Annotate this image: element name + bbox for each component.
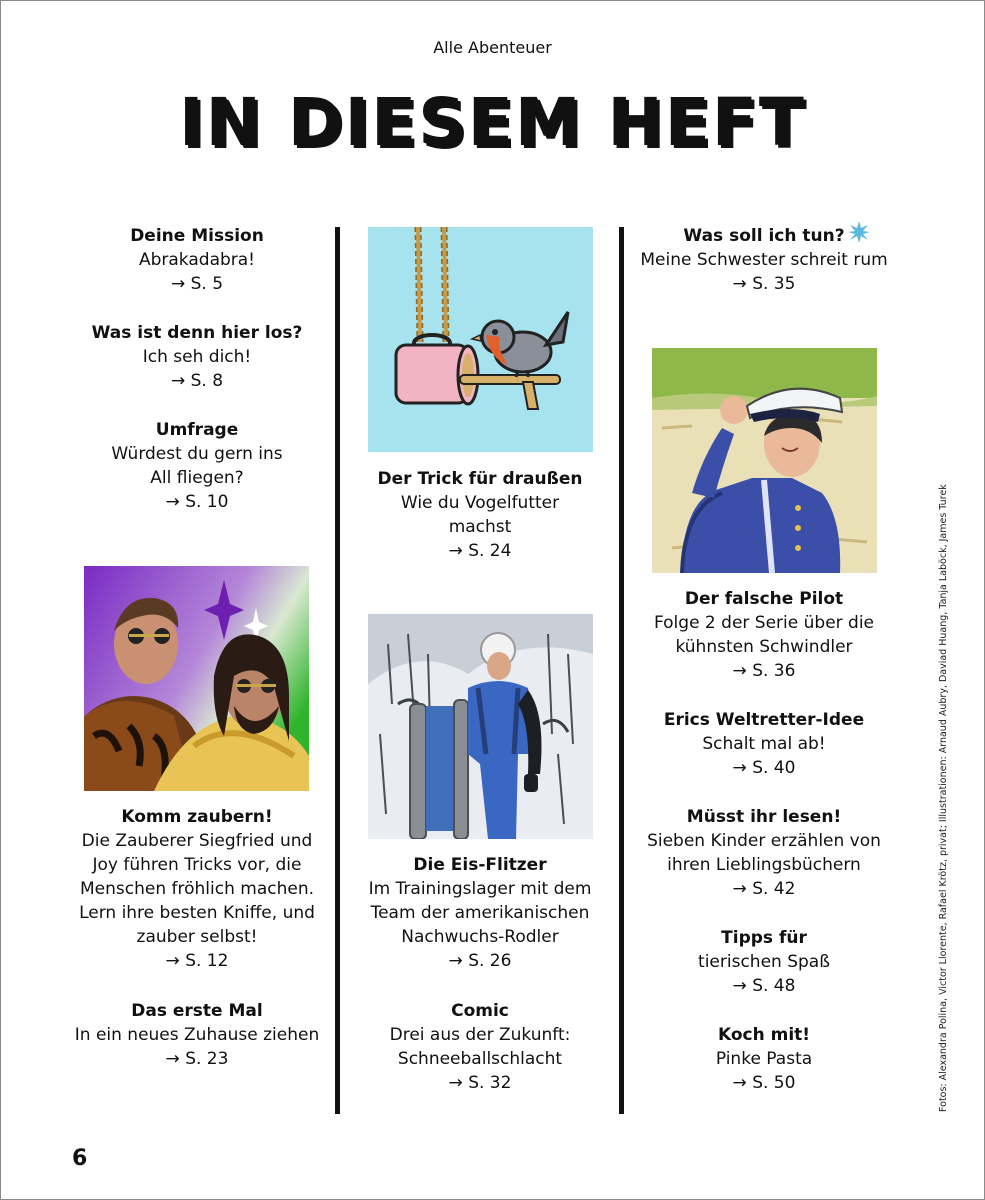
entry-teaser: Ich seh dich! (142, 347, 252, 367)
entry-teaser: Folge 2 der Serie über die (653, 613, 875, 633)
toc-entry-muesst-ihr-lesen[interactable] (629, 805, 899, 901)
entry-teaser: Im Trainingslager mit dem (368, 879, 592, 899)
entry-teaser: Team der amerikanischen (370, 903, 590, 923)
entry-title: Koch mit! (717, 1025, 811, 1045)
section-kicker: Alle Abenteuer (433, 38, 552, 57)
page-headline: IN DIESEM HEFT (179, 84, 806, 161)
entry-page: → S. 32 (448, 1073, 512, 1093)
toc-entry-erics-weltretter-idee[interactable] (629, 708, 899, 780)
entry-teaser: Sieben Kinder erzählen von (647, 831, 881, 851)
entry-teaser: ihren Lieblingsbüchern (667, 855, 861, 875)
sparkle-star-icon (848, 221, 870, 243)
entry-title: Was ist denn hier los? (91, 323, 303, 343)
entry-title: Der falsche Pilot (684, 589, 844, 609)
entry-page: → S. 48 (732, 976, 796, 996)
entry-teaser: In ein neues Zuhause ziehen (74, 1025, 320, 1045)
entry-title: Comic (451, 1001, 509, 1021)
toc-entry-der-trick-fuer-draussen[interactable] (345, 467, 615, 563)
toc-entry-komm-zaubern[interactable] (62, 805, 332, 973)
entry-teaser: All fliegen? (150, 468, 244, 488)
entry-page: → S. 40 (732, 758, 796, 778)
entry-title: Komm zaubern! (121, 807, 273, 827)
toc-entry-umfrage[interactable] (62, 418, 332, 514)
entry-page: → S. 36 (732, 661, 796, 681)
entry-teaser: Schalt mal ab! (702, 734, 826, 754)
entry-teaser: kühnsten Schwindler (675, 637, 853, 657)
entry-title: Was soll ich tun? (683, 226, 845, 246)
entry-title: Tipps für (721, 928, 807, 948)
entry-page: → S. 26 (448, 951, 512, 971)
right-column (629, 0, 899, 1200)
entry-teaser: Schneeballschlacht (397, 1049, 563, 1069)
entry-title: Müsst ihr lesen! (686, 807, 842, 827)
entry-teaser: Drei aus der Zukunft: (389, 1025, 571, 1045)
middle-column (345, 0, 615, 1200)
entry-teaser: Meine Schwester schreit rum (640, 250, 888, 270)
entry-page: → S. 50 (732, 1073, 796, 1093)
toc-entry-koch-mit[interactable] (629, 1023, 899, 1095)
entry-teaser: Nachwuchs-Rodler (401, 927, 559, 947)
toc-entry-das-erste-mal[interactable] (62, 999, 332, 1071)
toc-entry-die-eis-flitzer[interactable] (345, 853, 615, 973)
entry-teaser: Die Zauberer Siegfried und (81, 831, 313, 851)
entry-page: → S. 10 (165, 492, 229, 512)
toc-entry-was-ist-denn-hier-los[interactable] (62, 321, 332, 393)
page-number: 6 (72, 1146, 88, 1171)
column-divider-left (335, 227, 340, 1114)
entry-page: → S. 35 (732, 274, 796, 294)
entry-title: Umfrage (155, 420, 239, 440)
entry-page: → S. 5 (170, 274, 224, 294)
column-divider-right (619, 227, 624, 1114)
entry-teaser: Joy führen Tricks vor, die (92, 855, 302, 875)
entry-teaser: Pinke Pasta (715, 1049, 813, 1069)
entry-title: Deine Mission (130, 226, 264, 246)
entry-title: Der Trick für draußen (377, 469, 583, 489)
photo-credits: Fotos: Alexandra Polina, Victor Llorente, Rafael Krötz, privat; Illustrationen: Arnaud Aubry, Daviad Huang, Tanja Laböck, James Turek (938, 484, 949, 1112)
entry-title: Erics Weltretter-Idee (663, 710, 865, 730)
entry-page: → S. 24 (448, 541, 512, 561)
entry-teaser: zauber selbst! (136, 927, 258, 947)
entry-teaser: machst (448, 517, 512, 537)
entry-page: → S. 23 (165, 1049, 229, 1069)
entry-title: Die Eis-Flitzer (413, 855, 547, 875)
entry-teaser: Menschen fröhlich machen. (80, 879, 314, 899)
entry-teaser: Abrakadabra! (138, 250, 255, 270)
pilot-illustration (652, 348, 877, 573)
entry-teaser: Lern ihre besten Kniffe, und (79, 903, 315, 923)
magicians-photo (84, 566, 309, 791)
entry-page: → S. 42 (732, 879, 796, 899)
entry-teaser: tierischen Spaß (698, 952, 830, 972)
entry-page: → S. 8 (170, 371, 224, 391)
toc-entry-der-falsche-pilot[interactable] (629, 587, 899, 683)
entry-page: → S. 12 (165, 951, 229, 971)
toc-entry-comic[interactable] (345, 999, 615, 1095)
toc-entry-tipps-fuer[interactable] (629, 926, 899, 998)
entry-title: Das erste Mal (131, 1001, 263, 1021)
toc-entry-deine-mission[interactable] (62, 224, 332, 296)
entry-teaser: Würdest du gern ins (111, 444, 283, 464)
luge-athlete-photo (368, 614, 593, 839)
entry-teaser: Wie du Vogelfutter (400, 493, 560, 513)
